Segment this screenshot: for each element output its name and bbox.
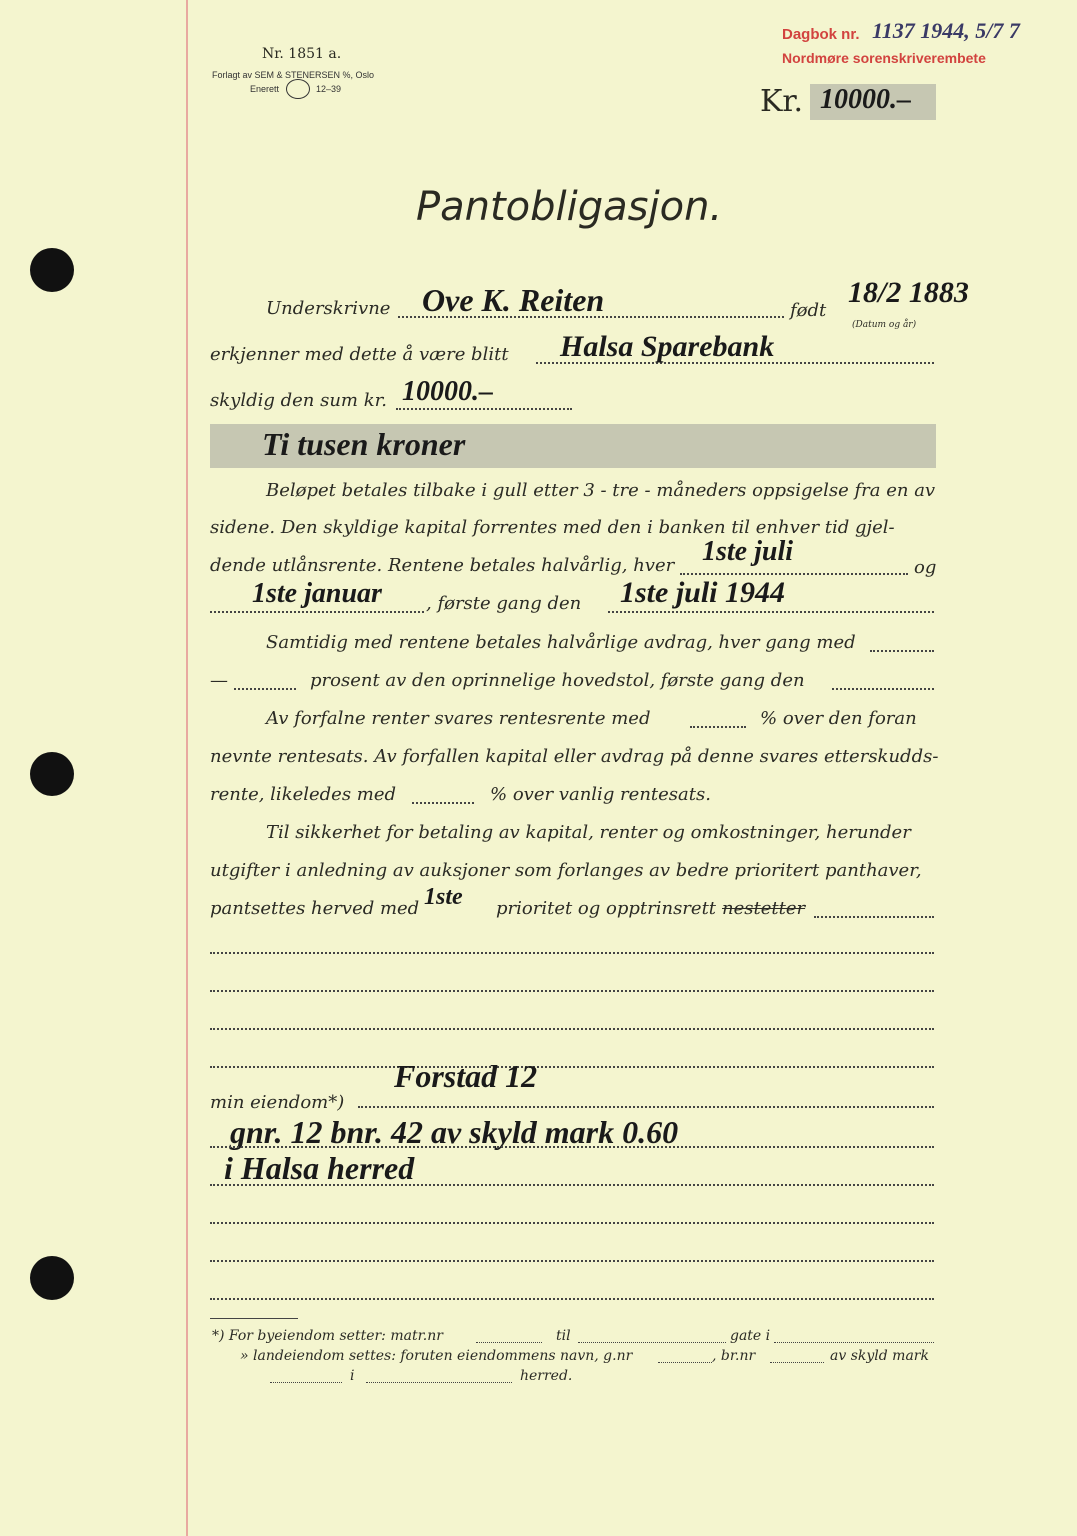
dotted-line <box>770 1362 824 1363</box>
dotted-line <box>690 726 746 728</box>
dotted-line <box>358 1106 934 1108</box>
dotted-line <box>476 1342 542 1343</box>
footnote-line3-herred: herred. <box>520 1368 573 1384</box>
form-number: Nr. 1851 a. <box>262 46 342 62</box>
p3-line1-b: % over den foran <box>760 708 917 729</box>
dotted-line <box>210 990 934 992</box>
dotted-line <box>210 952 934 954</box>
p4-line3-struck: nestetter <box>722 898 806 919</box>
underskrivne-label: Underskrivne <box>266 298 391 319</box>
erkjenner-value: Halsa Sparebank <box>560 330 775 363</box>
skyldig-value: 10000.– <box>402 376 493 407</box>
p4-line3-b: prioritet og opptrinsrett <box>496 898 717 919</box>
eiendom-label: min eiendom*) <box>210 1092 345 1113</box>
dotted-line <box>210 1222 934 1224</box>
fodt-hint: (Datum og år) <box>852 320 917 330</box>
dotted-line <box>210 1146 934 1148</box>
p3-line2: nevnte rentesats. Av forfallen kapital eller avdrag på denne svares etterskudds- <box>210 746 939 767</box>
footnote-rule <box>210 1318 298 1319</box>
dotted-line <box>578 1342 726 1343</box>
p1-line3-og: og <box>914 557 937 578</box>
dotted-line <box>774 1342 934 1343</box>
stamp-court: Nordmøre sorenskriverembete <box>782 50 986 66</box>
skyldig-label: skyldig den sum kr. <box>210 390 387 411</box>
p1-line4-text: , første gang den <box>426 593 582 614</box>
p1-line4-value2: 1ste juli 1944 <box>620 576 786 609</box>
p3-line3: rente, likeledes med <box>210 784 397 805</box>
dotted-line <box>210 1028 934 1030</box>
fodt-label: født <box>790 300 827 321</box>
stamp-label: Dagbok nr. <box>782 26 860 43</box>
dotted-line <box>608 611 934 613</box>
erkjenner-label: erkjenner med dette å være blitt <box>210 344 509 365</box>
punch-hole <box>30 1256 74 1300</box>
p1-line4-value1: 1ste januar <box>252 578 382 609</box>
footnote-line1-gate: gate i <box>730 1328 771 1344</box>
amount-value: 10000.– <box>820 84 911 115</box>
publisher-code: 12–39 <box>316 84 342 94</box>
punch-hole <box>30 752 74 796</box>
p4-line2: utgifter i anledning av auksjoner som forlanges av bedre prioritert panthaver, <box>210 860 922 881</box>
p1-line3-value: 1ste juli <box>702 536 794 567</box>
p1-line3: dende utlånsrente. Rentene betales halvårlig, hver <box>210 555 675 576</box>
dotted-line <box>234 688 296 690</box>
p4-line3: pantsettes herved med <box>210 898 420 919</box>
margin-line <box>186 0 188 1536</box>
eiendom-line3: i Halsa herred <box>224 1150 415 1186</box>
dotted-line <box>658 1362 712 1363</box>
footnote-line1: *) For byeiendom setter: matr.nr <box>212 1328 443 1344</box>
dotted-line <box>210 1066 934 1068</box>
p3-line1: Av forfalne renter svares rentesrente med <box>266 708 651 729</box>
dotted-line <box>366 1382 512 1383</box>
publisher-enerett: Enerett <box>250 84 280 94</box>
amount-label: Kr. <box>760 84 803 119</box>
eiendom-line2: gnr. 12 bnr. 42 av skyld mark 0.60 <box>230 1114 679 1150</box>
p4-line1: Til sikkerhet for betaling av kapital, renter og omkostninger, herunder <box>266 822 911 843</box>
dotted-line <box>210 1298 934 1300</box>
dotted-line <box>814 916 934 918</box>
dotted-line <box>210 1184 934 1186</box>
p2-line1: Samtidig med rentene betales halvårlige avdrag, hver gang med <box>266 632 856 653</box>
dotted-line <box>680 573 908 575</box>
underskrivne-value: Ove K. Reiten <box>422 282 605 318</box>
dotted-line <box>396 408 572 410</box>
footnote-line2-brnr: , br.nr <box>712 1348 756 1364</box>
p1-line2: sidene. Den skyldige kapital forrentes med den i banken til enhver tid gjel- <box>210 517 895 538</box>
publisher-logo-icon <box>286 79 310 99</box>
p1-line1: Beløpet betales tilbake i gull etter 3 - tre - måneders oppsigelse fra en av <box>266 480 936 501</box>
punch-hole <box>30 248 74 292</box>
eiendom-value: Forstad 12 <box>394 1058 538 1094</box>
footnote-line3-i: i <box>350 1368 355 1384</box>
dotted-line <box>210 1260 934 1262</box>
footnote-line2: » landeiendom settes: foruten eiendommens navn, g.nr <box>240 1348 633 1364</box>
p4-line3-value: 1ste <box>424 884 463 910</box>
dotted-line <box>870 650 934 652</box>
dotted-line <box>270 1382 342 1383</box>
footnote-line1-til: til <box>556 1328 571 1344</box>
page-title: Pantobligasjon. <box>416 184 723 230</box>
dotted-line <box>412 802 474 804</box>
footnote-line2-skyld: av skyld mark <box>830 1348 929 1364</box>
p3-line3-b: % over vanlig rentesats. <box>490 784 711 805</box>
dotted-line <box>210 611 424 613</box>
fodt-value: 18/2 1883 <box>848 276 969 309</box>
stamp-entry: 1137 1944, 5/7 7 <box>872 18 1020 43</box>
amount-words-value: Ti tusen kroner <box>262 426 466 462</box>
dotted-line <box>832 688 934 690</box>
p2-line2: prosent av den oprinnelige hovedstol, første gang den <box>310 670 805 691</box>
p2-line2-dash: — <box>210 670 228 691</box>
publisher-line: Forlagt av SEM & STENERSEN %, Oslo <box>212 70 375 80</box>
